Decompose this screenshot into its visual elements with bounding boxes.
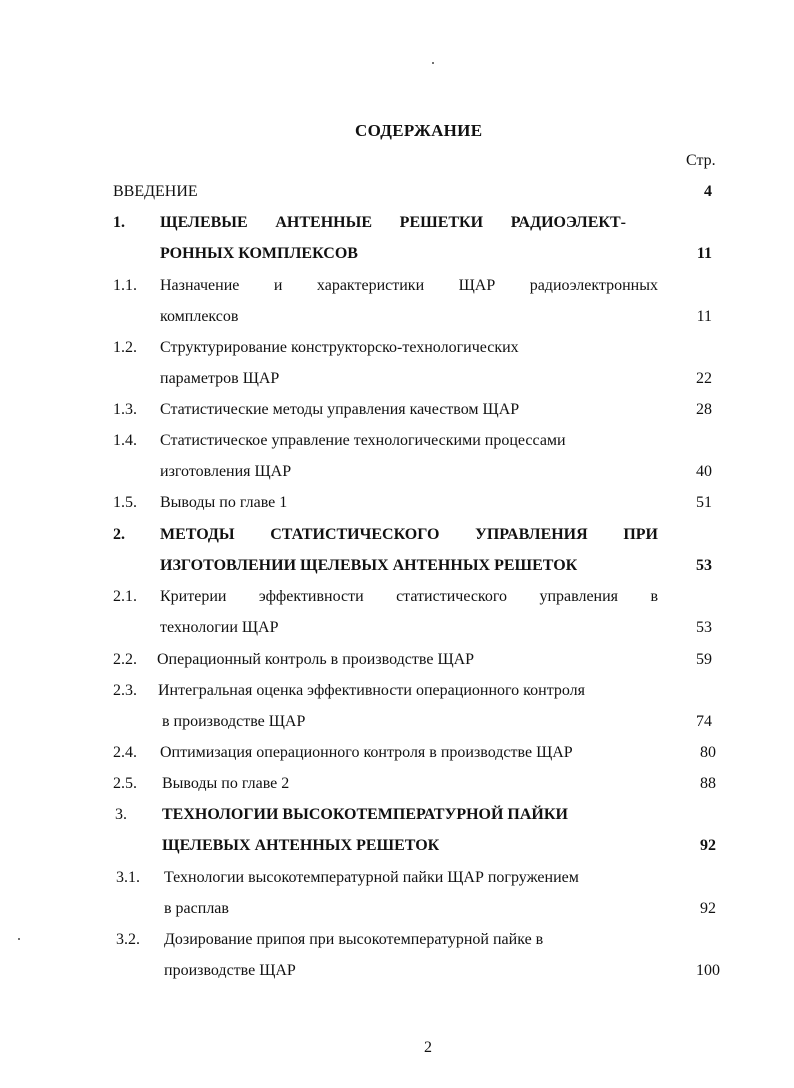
toc-entry-title-line: МЕТОДЫ СТАТИСТИЧЕСКОГО УПРАВЛЕНИЯ ПРИ [160, 526, 658, 543]
toc-entry-number: 2.4. [113, 744, 137, 761]
toc-entry-page: 88 [700, 775, 716, 792]
toc-entry-page: 51 [696, 494, 712, 511]
toc-entry-number: 2.2. [113, 651, 137, 668]
toc-entry-number: 2.5. [113, 775, 137, 792]
toc-entry-title-line: ЩЕЛЕВЫХ АНТЕННЫХ РЕШЕТОК [162, 837, 440, 854]
toc-entry-number: 3.2. [116, 931, 140, 948]
toc-entry-title-line: Критерии эффективности статистического управления в [160, 588, 658, 605]
toc-entry-page: 80 [700, 744, 716, 761]
toc-entry-title-line: Назначение и характеристики ЩАР радиоэлектронных [160, 277, 658, 294]
toc-entry-title-line: производстве ЩАР [164, 962, 296, 979]
toc-entry-title-line: Структурирование конструкторско-технологических [160, 339, 519, 356]
scan-speck [18, 938, 20, 940]
scan-speck [432, 62, 434, 64]
toc-entry-page: 22 [696, 370, 712, 387]
page-number: 2 [424, 1039, 432, 1056]
toc-entry-number: 2. [113, 526, 125, 543]
page-title: СОДЕРЖАНИЕ [355, 121, 483, 140]
toc-entry-number: 1. [113, 214, 125, 231]
toc-entry-title-line: Операционный контроль в производстве ЩАР [157, 651, 475, 668]
toc-entry-page: 40 [696, 463, 712, 480]
toc-entry-title-line: Выводы по главе 2 [162, 775, 290, 792]
toc-entry-number: 2.1. [113, 588, 137, 605]
page-column-header: Стр. [686, 152, 716, 169]
toc-entry-title-line: Статистические методы управления качеством ЩАР [160, 401, 520, 418]
toc-entry-title-line: в расплав [164, 900, 229, 917]
toc-entry-title-line: изготовления ЩАР [160, 463, 292, 480]
toc-entry-title-line: ТЕХНОЛОГИИ ВЫСОКОТЕМПЕРАТУРНОЙ ПАЙКИ [162, 806, 568, 823]
toc-entry-title-line: комплексов [160, 308, 239, 325]
toc-entry-title: ВВЕДЕНИЕ [113, 183, 198, 200]
toc-entry-number: 1.3. [113, 401, 137, 418]
toc-entry-number: 2.3. [113, 682, 137, 699]
toc-entry-page: 11 [696, 308, 712, 325]
toc-entry-page: 59 [696, 651, 712, 668]
toc-entry-page: 53 [696, 557, 712, 574]
toc-entry-page: 4 [704, 183, 712, 200]
toc-entry-page: 100 [696, 962, 720, 979]
toc-entry-title-line: Выводы по главе 1 [160, 494, 288, 511]
toc-entry-number: 1.4. [113, 432, 137, 449]
toc-entry-title-line: Технологии высокотемпературной пайки ЩАР погружением [164, 869, 579, 886]
toc-entry-title-line: Статистическое управление технологическими процессами [160, 432, 566, 449]
toc-entry-title-line: Оптимизация операционного контроля в производстве ЩАР [160, 744, 573, 761]
toc-entry-page: 53 [696, 619, 712, 636]
toc-entry-page: 28 [696, 401, 712, 418]
toc-entry-number: 1.2. [113, 339, 137, 356]
toc-entry-title-line: ИЗГОТОВЛЕНИИ ЩЕЛЕВЫХ АНТЕННЫХ РЕШЕТОК [160, 557, 578, 574]
toc-entry-page: 74 [696, 713, 712, 730]
toc-entry-title-line: технологии ЩАР [160, 619, 279, 636]
toc-entry-number: 1.1. [113, 277, 137, 294]
toc-entry-page: 11 [696, 245, 712, 262]
toc-entry-page: 92 [700, 900, 716, 917]
toc-entry-page: 92 [700, 837, 716, 854]
toc-entry-title-line: Интегральная оценка эффективности операционного контроля [158, 682, 586, 699]
toc-entry-number: 3. [115, 806, 127, 823]
toc-entry-title-line: ЩЕЛЕВЫЕ АНТЕННЫЕ РЕШЕТКИ РАДИОЭЛЕКТ- [160, 214, 626, 231]
toc-entry-title-line: РОННЫХ КОМПЛЕКСОВ [160, 245, 358, 262]
toc-entry-title-line: в производстве ЩАР [162, 713, 306, 730]
toc-entry-number: 1.5. [113, 494, 137, 511]
toc-entry-title-line: Дозирование припоя при высокотемпературной пайке в [164, 931, 544, 948]
toc-entry-title-line: параметров ЩАР [160, 370, 280, 387]
toc-entry-number: 3.1. [116, 869, 140, 886]
